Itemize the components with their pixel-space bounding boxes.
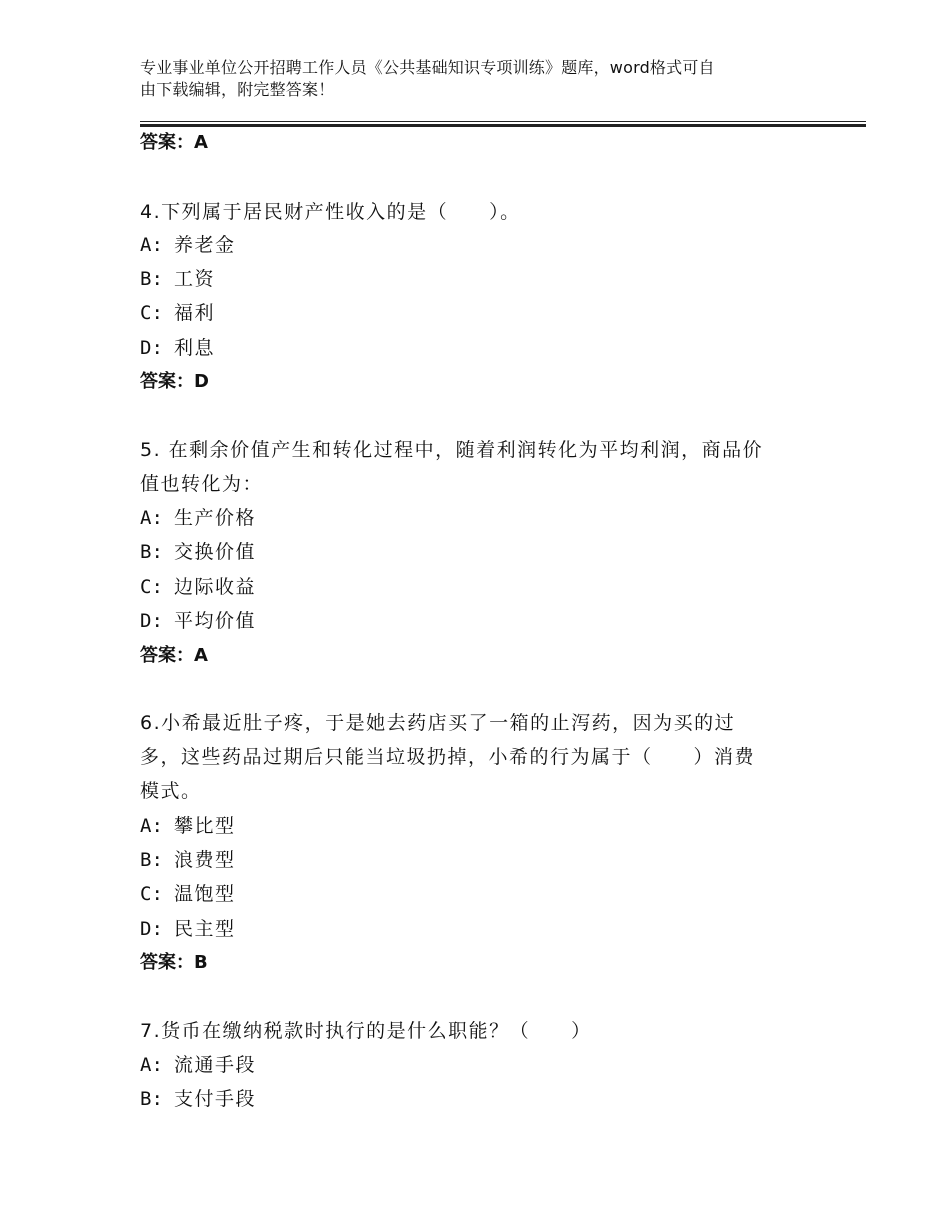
answer-text: 答案：B xyxy=(140,952,208,973)
option-text: 攀比型 xyxy=(174,815,236,837)
option-text: 温饱型 xyxy=(174,883,236,905)
header-divider xyxy=(140,121,866,122)
question-text: 值也转化为： xyxy=(140,473,264,495)
question-text: 模式。 xyxy=(140,780,202,802)
question-text: 多，这些药品过期后只能当垃圾扔掉，小希的行为属于（ ）消费 xyxy=(140,746,756,768)
option-text: 工资 xyxy=(174,268,216,290)
option-b: B: 工资 xyxy=(140,268,216,290)
option-a: A: 生产价格 xyxy=(140,507,257,529)
header-line: 由下载编辑，附完整答案！ xyxy=(140,80,335,99)
option-b: B: 支付手段 xyxy=(140,1088,257,1110)
option-text: 平均价值 xyxy=(174,610,257,632)
question-5 xyxy=(140,433,763,501)
option-d: D: 平均价值 xyxy=(140,610,257,632)
option-a: A: 攀比型 xyxy=(140,815,236,837)
question-4 xyxy=(140,195,521,229)
option-text: 生产价格 xyxy=(174,507,257,529)
question-6 xyxy=(140,706,755,808)
header-line: 专业事业单位公开招聘工作人员《公共基础知识专项训练》题库，word格式可自 xyxy=(140,58,715,77)
option-text: 交换价值 xyxy=(174,541,257,563)
question-text: 4.下列属于居民财产性收入的是（ ）。 xyxy=(140,201,521,223)
question-text: 5. 在剩余价值产生和转化过程中，随着利润转化为平均利润，商品价 xyxy=(140,439,764,461)
option-a: A: 养老金 xyxy=(140,234,236,256)
option-b: B: 交换价值 xyxy=(140,541,257,563)
question-text: 7.货币在缴纳税款时执行的是什么职能？（ ） xyxy=(140,1020,592,1042)
option-c: C: 边际收益 xyxy=(140,576,257,598)
option-c: C: 温饱型 xyxy=(140,883,236,905)
question-7 xyxy=(140,1014,592,1048)
answer-text: 答案：A xyxy=(140,645,208,666)
option-d: D: 利息 xyxy=(140,337,216,359)
option-b: B: 浪费型 xyxy=(140,849,236,871)
option-a: A: 流通手段 xyxy=(140,1054,257,1076)
option-text: 福利 xyxy=(174,302,216,324)
option-text: 民主型 xyxy=(174,918,236,940)
answer-text: 答案：D xyxy=(140,371,209,392)
question-text: 6.小希最近肚子疼，于是她去药店买了一箱的止泻药，因为买的过 xyxy=(140,712,736,734)
option-text: 利息 xyxy=(174,337,216,359)
option-text: 边际收益 xyxy=(174,576,257,598)
option-text: 支付手段 xyxy=(174,1088,257,1110)
option-d: D: 民主型 xyxy=(140,918,236,940)
answer-text: 答案：A xyxy=(140,132,208,153)
option-text: 流通手段 xyxy=(174,1054,257,1076)
option-c: C: 福利 xyxy=(140,302,216,324)
option-text: 浪费型 xyxy=(174,849,236,871)
document-header xyxy=(140,57,810,101)
header-divider xyxy=(140,124,866,127)
option-text: 养老金 xyxy=(174,234,236,256)
